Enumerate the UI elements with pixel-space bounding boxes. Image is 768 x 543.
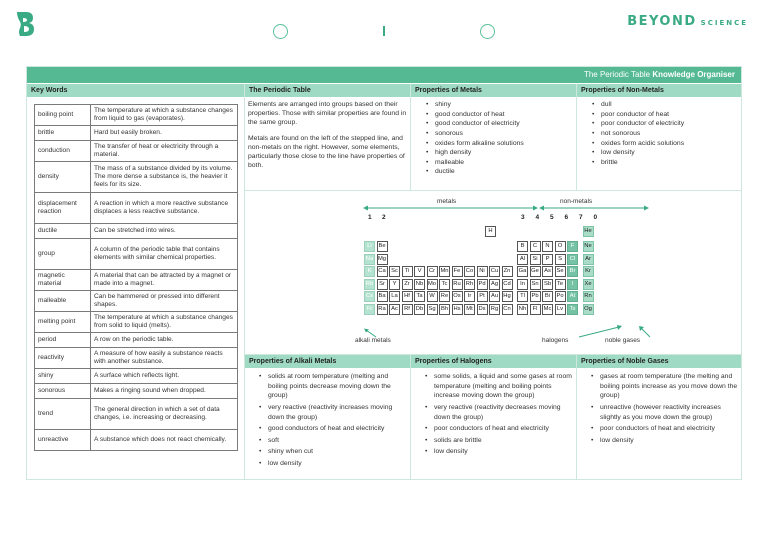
element-cell: In (517, 279, 528, 290)
element-cell: F (567, 241, 578, 252)
divider (410, 84, 411, 190)
key-word-row (35, 126, 238, 141)
key-word-term: magnetic material (35, 270, 91, 291)
group-number: 3 (521, 214, 525, 221)
key-word-term: malleable (35, 291, 91, 312)
element-cell: Sb (542, 279, 553, 290)
group-number: 1 (368, 214, 372, 221)
element-cell: Ta (414, 291, 425, 302)
metals-item: • good conductor of electricity (425, 119, 575, 129)
key-word-row (35, 162, 238, 193)
element-cell: Fl (530, 304, 541, 315)
divider (576, 354, 577, 480)
key-word-definition: A substance which does not react chemically. (91, 430, 238, 451)
element-cell: Si (530, 254, 541, 265)
element-cell: O (555, 241, 566, 252)
element-cell: Li (364, 241, 375, 252)
halogens-item: • low density (424, 447, 574, 457)
element-cell: Tc (439, 279, 450, 290)
halogens-item: • solids are brittle (424, 436, 574, 446)
element-cell: Ac (389, 304, 400, 315)
metals-item: • good conductor of heat (425, 110, 575, 120)
element-cell: Na (364, 254, 375, 265)
key-word-term: trend (35, 399, 91, 430)
element-cell: Pb (530, 291, 541, 302)
key-word-term: shiny (35, 369, 91, 384)
element-cell: Br (567, 266, 578, 277)
key-word-term: melting point (35, 312, 91, 333)
metals-item: • oxides form alkaline solutions (425, 139, 575, 149)
element-cell: Ni (477, 266, 488, 277)
element-cell: Ca (377, 266, 388, 277)
element-cell: Ir (464, 291, 475, 302)
group-number: 0 (593, 214, 598, 221)
key-word-row (35, 105, 238, 126)
noble-item: • gases at room temperature (the melting and boiling points increase as you move down the group) (590, 372, 740, 401)
key-words-table (34, 104, 238, 451)
key-word-definition: The temperature at which a substance changes from liquid to gas (evaporates). (91, 105, 238, 126)
element-cell: Se (555, 266, 566, 277)
key-word-definition: A reaction in which a more reactive substance displaces a less reactive substance. (91, 193, 238, 224)
noble-list (590, 372, 740, 447)
element-cell: Sn (530, 279, 541, 290)
group-number: 7 (579, 214, 583, 221)
key-word-term: boiling point (35, 105, 91, 126)
header-divider (383, 26, 385, 36)
element-cell: N (542, 241, 553, 252)
element-cell: K (364, 266, 375, 277)
element-cell: Tl (517, 291, 528, 302)
key-word-row (35, 384, 238, 399)
element-cell: Mn (439, 266, 450, 277)
element-cell: Cd (502, 279, 513, 290)
key-word-row (35, 312, 238, 333)
key-word-definition: A row on the periodic table. (91, 333, 238, 348)
alkali-metals-label: alkali metals (355, 337, 391, 344)
noble-gases-label: noble gases (605, 337, 641, 344)
group-number: 5 (550, 214, 554, 221)
key-word-definition: A material that can be attracted by a magnet or made into a magnet. (91, 270, 238, 291)
element-cell: Cl (567, 254, 578, 265)
metals-list (425, 100, 575, 177)
alkali-item: • soft (258, 436, 408, 446)
element-cell: Lv (555, 304, 566, 315)
halogens-list (424, 372, 574, 459)
alkali-heading: Properties of Alkali Metals (245, 355, 410, 368)
element-cell: Re (439, 291, 450, 302)
element-cell: Fe (452, 266, 463, 277)
key-word-definition: The transfer of heat or electricity through a material. (91, 141, 238, 162)
key-word-definition: Can be stretched into wires. (91, 224, 238, 239)
periodic-table-paragraph-1: Elements are arranged into groups based on their properties. Those with similar properties are found in the same group. (248, 101, 407, 127)
element-cell: Co (464, 266, 475, 277)
element-cell: Ge (530, 266, 541, 277)
key-word-definition: Makes a ringing sound when dropped. (91, 384, 238, 399)
metals-item: • ductile (425, 167, 575, 177)
periodic-table-paragraph-2: Metals are found on the left of the stepped line, and non-metals on the right. However, some elements, particularly those close to the line have properties of both. (248, 134, 405, 170)
element-cell: Rg (489, 304, 500, 315)
element-cell: Cs (364, 291, 375, 302)
key-word-row (35, 291, 238, 312)
element-cell: Hf (402, 291, 413, 302)
knowledge-organiser-sheet (26, 66, 742, 480)
element-cell: Ru (452, 279, 463, 290)
element-cell: Hg (502, 291, 513, 302)
element-cell: Cr (427, 266, 438, 277)
element-cell: Sc (389, 266, 400, 277)
key-word-row (35, 141, 238, 162)
key-words-heading: Key Words (27, 84, 244, 97)
alkali-arrow-icon (363, 328, 377, 338)
element-cell: Mg (377, 254, 388, 265)
element-cell: Zn (502, 266, 513, 277)
element-cell: Db (414, 304, 425, 315)
element-cell: Be (377, 241, 388, 252)
key-word-row (35, 348, 238, 369)
key-word-term: group (35, 239, 91, 270)
nonmetals-item: • dull (591, 100, 739, 110)
element-cell: At (567, 291, 578, 302)
metals-item: • high density (425, 148, 575, 158)
key-word-definition: A column of the periodic table that contains elements with similar chemical properties. (91, 239, 238, 270)
key-word-term: sonorous (35, 384, 91, 399)
page-title: The Periodic Table Knowledge Organiser (27, 67, 741, 83)
key-word-row (35, 224, 238, 239)
halogens-item: • poor conductors of heat and electricity (424, 424, 574, 434)
element-cell: P (542, 254, 553, 265)
nonmetals-heading: Properties of Non-Metals (577, 84, 741, 97)
divider (410, 354, 411, 480)
nonmetals-item: • poor conductor of electricity (591, 119, 739, 129)
alkali-item: • solids at room temperature (melting and boiling points decrease moving down the group) (258, 372, 408, 401)
alkali-list (258, 372, 408, 471)
halogens-arrow-icon (577, 325, 623, 339)
key-word-term: displacement reaction (35, 193, 91, 224)
element-cell: La (389, 291, 400, 302)
nonmetals-item: • not sonorous (591, 129, 739, 139)
element-cell: Kr (583, 266, 594, 277)
key-word-definition: The temperature at which a substance changes from solid to liquid (melts). (91, 312, 238, 333)
noble-heading: Properties of Noble Gases (577, 355, 741, 368)
nonmetals-item: • oxides form acidic solutions (591, 139, 739, 149)
element-cell: B (517, 241, 528, 252)
element-cell: Os (452, 291, 463, 302)
key-word-term: density (35, 162, 91, 193)
group-number: 6 (564, 214, 569, 221)
element-cell: Ts (567, 304, 578, 315)
noble-item: • unreactive (however reactivity increases slightly as you move down the group) (590, 403, 740, 422)
element-cell: Ag (489, 279, 500, 290)
element-cell: As (542, 266, 553, 277)
nonmetals-item: • low density (591, 148, 739, 158)
element-cell: W (427, 291, 438, 302)
element-cell: Rh (464, 279, 475, 290)
periodic-table-diagram (245, 191, 741, 354)
element-cell: He (583, 226, 594, 237)
key-word-row (35, 333, 238, 348)
element-cell: Al (517, 254, 528, 265)
key-word-term: ductile (35, 224, 91, 239)
metals-arrow-icon (363, 205, 538, 211)
element-cell: Rb (364, 279, 375, 290)
element-cell: Pt (477, 291, 488, 302)
element-cell: Au (489, 291, 500, 302)
element-cell: Zr (402, 279, 413, 290)
element-cell: Nb (414, 279, 425, 290)
key-word-row (35, 193, 238, 224)
header-circle-right-icon (480, 24, 495, 39)
element-cell: Ba (377, 291, 388, 302)
key-word-row (35, 430, 238, 451)
key-word-term: conduction (35, 141, 91, 162)
key-word-term: period (35, 333, 91, 348)
element-cell: Ra (377, 304, 388, 315)
key-word-row (35, 399, 238, 430)
nonmetals-arrow-icon (539, 205, 649, 211)
metals-item: • shiny (425, 100, 575, 110)
element-cell: Ds (477, 304, 488, 315)
metals-item: • malleable (425, 158, 575, 168)
element-cell: Mt (464, 304, 475, 315)
halogens-heading: Properties of Halogens (411, 355, 576, 368)
halogens-item: • very reactive (reactivity decreases moving down the group) (424, 403, 574, 422)
element-cell: H (485, 226, 496, 237)
element-cell: Cu (489, 266, 500, 277)
periodic-table-heading: The Periodic Table (245, 84, 410, 97)
key-word-definition: The mass of a substance divided by its volume. The more dense a substance is, the heavier it feels for its size. (91, 162, 238, 193)
element-cell: C (530, 241, 541, 252)
metals-label: metals (437, 198, 457, 205)
divider (576, 84, 577, 190)
group-number: 4 (535, 214, 540, 221)
header-circle-left-icon (273, 24, 288, 39)
element-cell: Rn (583, 291, 594, 302)
element-cell: Xe (583, 279, 594, 290)
key-word-definition: A surface which reflects light. (91, 369, 238, 384)
element-cell: Bi (542, 291, 553, 302)
noble-arrow-icon (638, 325, 652, 339)
key-word-term: unreactive (35, 430, 91, 451)
key-word-definition: Hard but easily broken. (91, 126, 238, 141)
group-number: 2 (382, 214, 386, 221)
alkali-item: • low density (258, 459, 408, 469)
element-cell: Sr (377, 279, 388, 290)
key-word-row (35, 369, 238, 384)
alkali-item: • good conductors of heat and electricity (258, 424, 408, 434)
brand-name: BEYOND SCIENCE (627, 14, 748, 29)
element-cell: V (414, 266, 425, 277)
nonmetals-list (591, 100, 739, 167)
element-cell: Pd (477, 279, 488, 290)
element-cell: Te (555, 279, 566, 290)
element-cell: Fr (364, 304, 375, 315)
key-word-definition: Can be hammered or pressed into different shapes. (91, 291, 238, 312)
element-cell: Og (583, 304, 594, 315)
element-cell: Ne (583, 241, 594, 252)
element-cell: Ga (517, 266, 528, 277)
element-cell: S (555, 254, 566, 265)
key-word-definition: The general direction in which a set of data changes, i.e. increasing or decreasing. (91, 399, 238, 430)
alkali-item: • shiny when cut (258, 447, 408, 457)
element-cell: Nh (517, 304, 528, 315)
element-cell: Rf (402, 304, 413, 315)
key-word-row (35, 239, 238, 270)
noble-item: • poor conductors of heat and electricity (590, 424, 740, 434)
nonmetals-item: • brittle (591, 158, 739, 168)
key-word-definition: A measure of how easily a substance reacts with another substance. (91, 348, 238, 369)
halogens-label: halogens (542, 337, 569, 344)
metals-heading: Properties of Metals (411, 84, 576, 97)
element-cell: Sg (427, 304, 438, 315)
alkali-item: • very reactive (reactivity increases moving down the group) (258, 403, 408, 422)
halogens-item: • some solids, a liquid and some gases at room temperature (melting and boiling points increase moving down the group) (424, 372, 574, 401)
key-word-row (35, 270, 238, 291)
key-word-term: reactivity (35, 348, 91, 369)
element-cell: Ar (583, 254, 594, 265)
element-cell: Po (555, 291, 566, 302)
noble-item: • low density (590, 436, 740, 446)
key-word-term: brittle (35, 126, 91, 141)
beyond-logo-icon (14, 10, 36, 38)
metals-item: • sonorous (425, 129, 575, 139)
nonmetals-label: non-metals (560, 198, 593, 205)
element-cell: Cn (502, 304, 513, 315)
element-cell: Mc (542, 304, 553, 315)
element-cell: Ti (402, 266, 413, 277)
element-cell: Bh (439, 304, 450, 315)
nonmetals-item: • poor conductor of heat (591, 110, 739, 120)
element-cell: Hs (452, 304, 463, 315)
element-cell: I (567, 279, 578, 290)
element-cell: Mo (427, 279, 438, 290)
element-cell: Y (389, 279, 400, 290)
periodic-table-text (248, 100, 408, 170)
